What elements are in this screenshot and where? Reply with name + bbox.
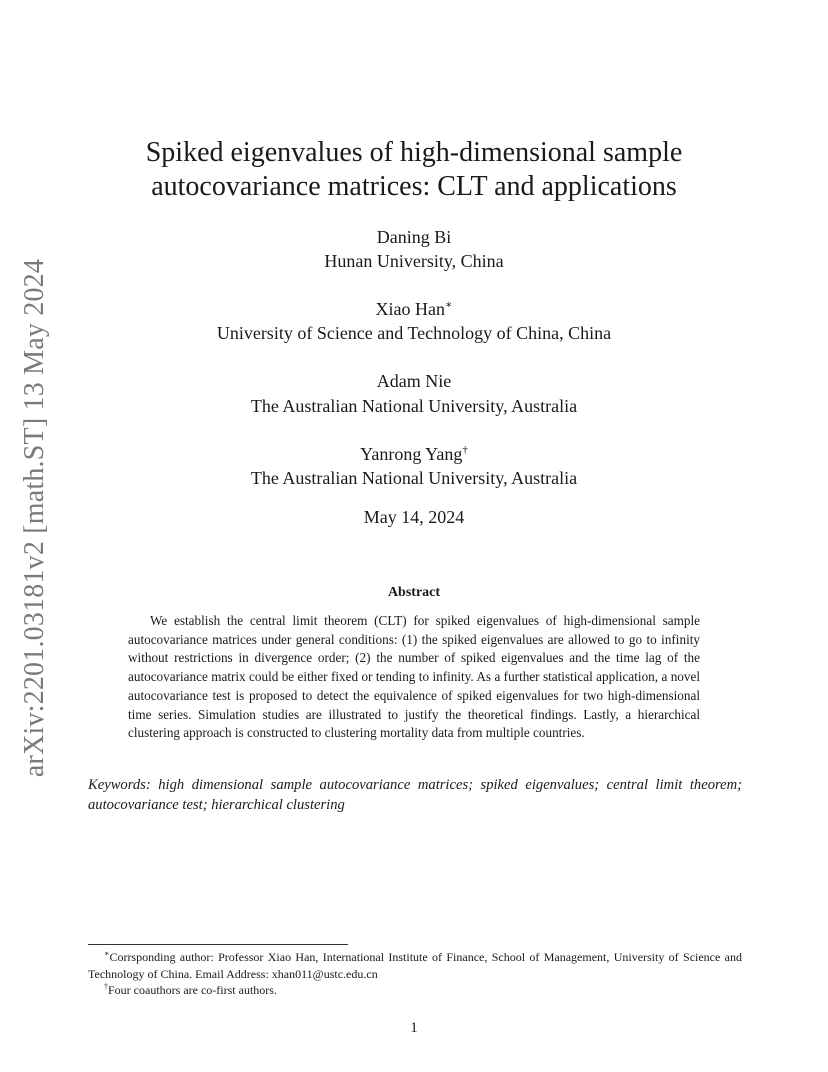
publication-date: May 14, 2024 bbox=[363, 507, 465, 527]
author-affiliation: University of Science and Technology of China, China bbox=[216, 323, 612, 343]
footnote-divider bbox=[88, 944, 348, 945]
author-name bbox=[0, 298, 828, 320]
author-name-text: Daning Bi bbox=[376, 227, 452, 247]
author-name bbox=[0, 226, 828, 248]
author-name-text: Yanrong Yang bbox=[360, 444, 463, 464]
author-name bbox=[0, 370, 828, 392]
footnote-mark: ∗ bbox=[104, 949, 110, 958]
footnote-co-first-authors bbox=[88, 982, 742, 999]
author-affiliation: The Australian National University, Australia bbox=[250, 396, 578, 416]
footnote-text: Four coauthors are co-first authors. bbox=[108, 983, 277, 997]
paper-title-line-1: Spiked eigenvalues of high-dimensional sample bbox=[145, 137, 683, 168]
footnote-text: Corrsponding author: Professor Xiao Han, International Institute of Finance, School of Management, University of Science and Technology of China. Email Address: xhan011@ustc.edu.cn bbox=[88, 950, 742, 981]
footnote-corresponding-author bbox=[88, 949, 742, 982]
abstract-heading: Abstract bbox=[387, 585, 441, 600]
paper-title-line-2: autocovariance matrices: CLT and applications bbox=[151, 171, 677, 202]
author-name-text: Adam Nie bbox=[376, 371, 452, 391]
author-affiliation: The Australian National University, Australia bbox=[250, 468, 578, 488]
author-affiliation: Hunan University, China bbox=[324, 251, 504, 271]
keywords: Keywords: high dimensional sample autocovariance matrices; spiked eigenvalues; central limit theorem; autocovariance test; hierarchical clustering bbox=[88, 777, 742, 813]
abstract-body: We establish the central limit theorem (CLT) for spiked eigenvalues of high-dimensional sample autocovariance matrices under general conditions: (1) the spiked eigenvalues are allowed to go to infinity without restrictions in divergence order; (2) the number of spiked eigenvalues and the time lag of the autocovariance matrix could be either fixed or tending to infinity. As a further statistical application, a novel autocovariance test is proposed to detect the equivalence of spiked eigenvalues for two high-dimensional time series. Simulation studies are illustrated to justify the theoretical findings. Lastly, a hierarchical clustering approach is constructed to clustering mortality data from multiple countries. bbox=[128, 613, 700, 741]
page-number: 1 bbox=[410, 1020, 418, 1036]
arxiv-identifier-stamp: arXiv:2201.03181v2 [math.ST] 13 May 2024 bbox=[19, 258, 50, 778]
author-footnote-mark: ∗ bbox=[445, 299, 453, 311]
footnote-mark: † bbox=[104, 982, 108, 991]
footnotes bbox=[88, 949, 742, 999]
author-name bbox=[0, 443, 828, 465]
author-footnote-mark: † bbox=[462, 444, 468, 456]
author-name-text: Xiao Han bbox=[375, 299, 445, 319]
